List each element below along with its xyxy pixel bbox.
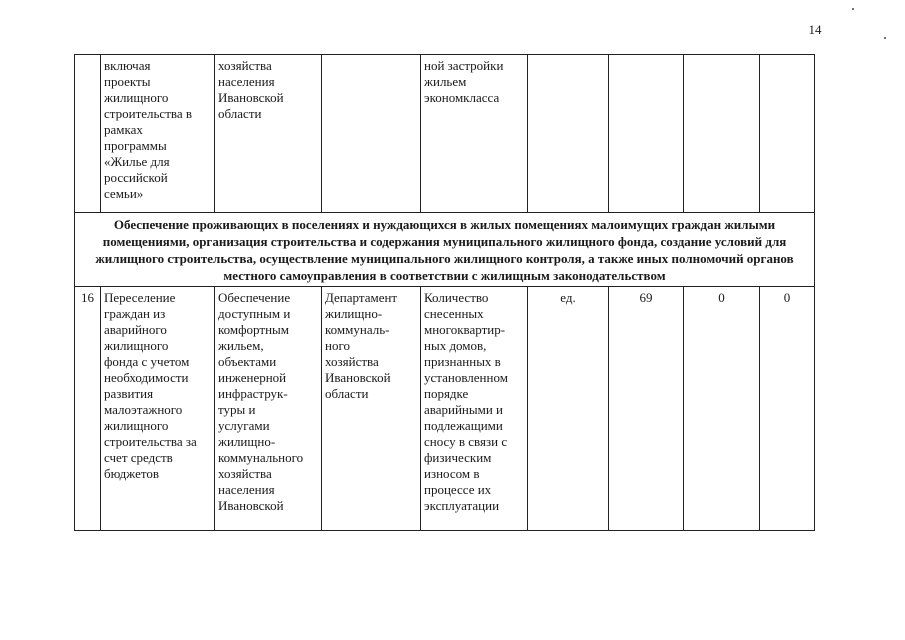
cell-value-2 [684,55,760,213]
cell-goal: хозяйства населения Ивановской области [215,55,322,213]
scan-speck [884,37,886,39]
cell-number [75,55,101,213]
cell-activity: Переселение граждан из аварийного жилищного фонда с учетом необходимости развития малоэтажного жилищного строительства за счет средств бюджетов [101,287,215,531]
cell-value-3: 0 [760,287,815,531]
cell-value-1: 69 [609,287,684,531]
table-row [75,287,815,531]
cell-goal: Обеспечение доступным и комфортным жильем, объектами инженерной инфраструк- туры и услугами жилищно- коммунального хозяйства населения Ивановской [215,287,322,531]
cell-value-1 [609,55,684,213]
cell-activity: включая проекты жилищного строительства в рамках программы «Жилье для российской семьи» [101,55,215,213]
cell-indicator: ной застройки жильем экономкласса [421,55,528,213]
cell-indicator: Количество снесенных многоквартир- ных домов, признанных в установленном порядке аварийными и подлежащими сносу в связи с физическим износом в процессе их эксплуатации [421,287,528,531]
cell-unit: ед. [528,287,609,531]
cell-responsible [322,55,421,213]
continuation-row [75,55,815,213]
scan-speck [852,8,854,10]
cell-responsible: Департамент жилищно- коммуналь- ного хозяйства Ивановской области [322,287,421,531]
row-number: 16 [75,287,101,531]
page-number: 14 [808,22,822,37]
cell-value-3 [760,55,815,213]
cell-unit [528,55,609,213]
section-heading-row [75,213,815,287]
section-heading: Обеспечение проживающих в поселениях и нуждающихся в жилых помещениях малоимущих граждан жилыми помещениями, организация строительства и содержания муниципального жилищного фонда, создание условий для жилищного строительства, осуществление муниципального жилищного контроля, а также иных полномочий органов местного самоуправления в соответствии с жилищным законодательством [75,213,815,287]
cell-value-2: 0 [684,287,760,531]
program-table [74,54,815,531]
